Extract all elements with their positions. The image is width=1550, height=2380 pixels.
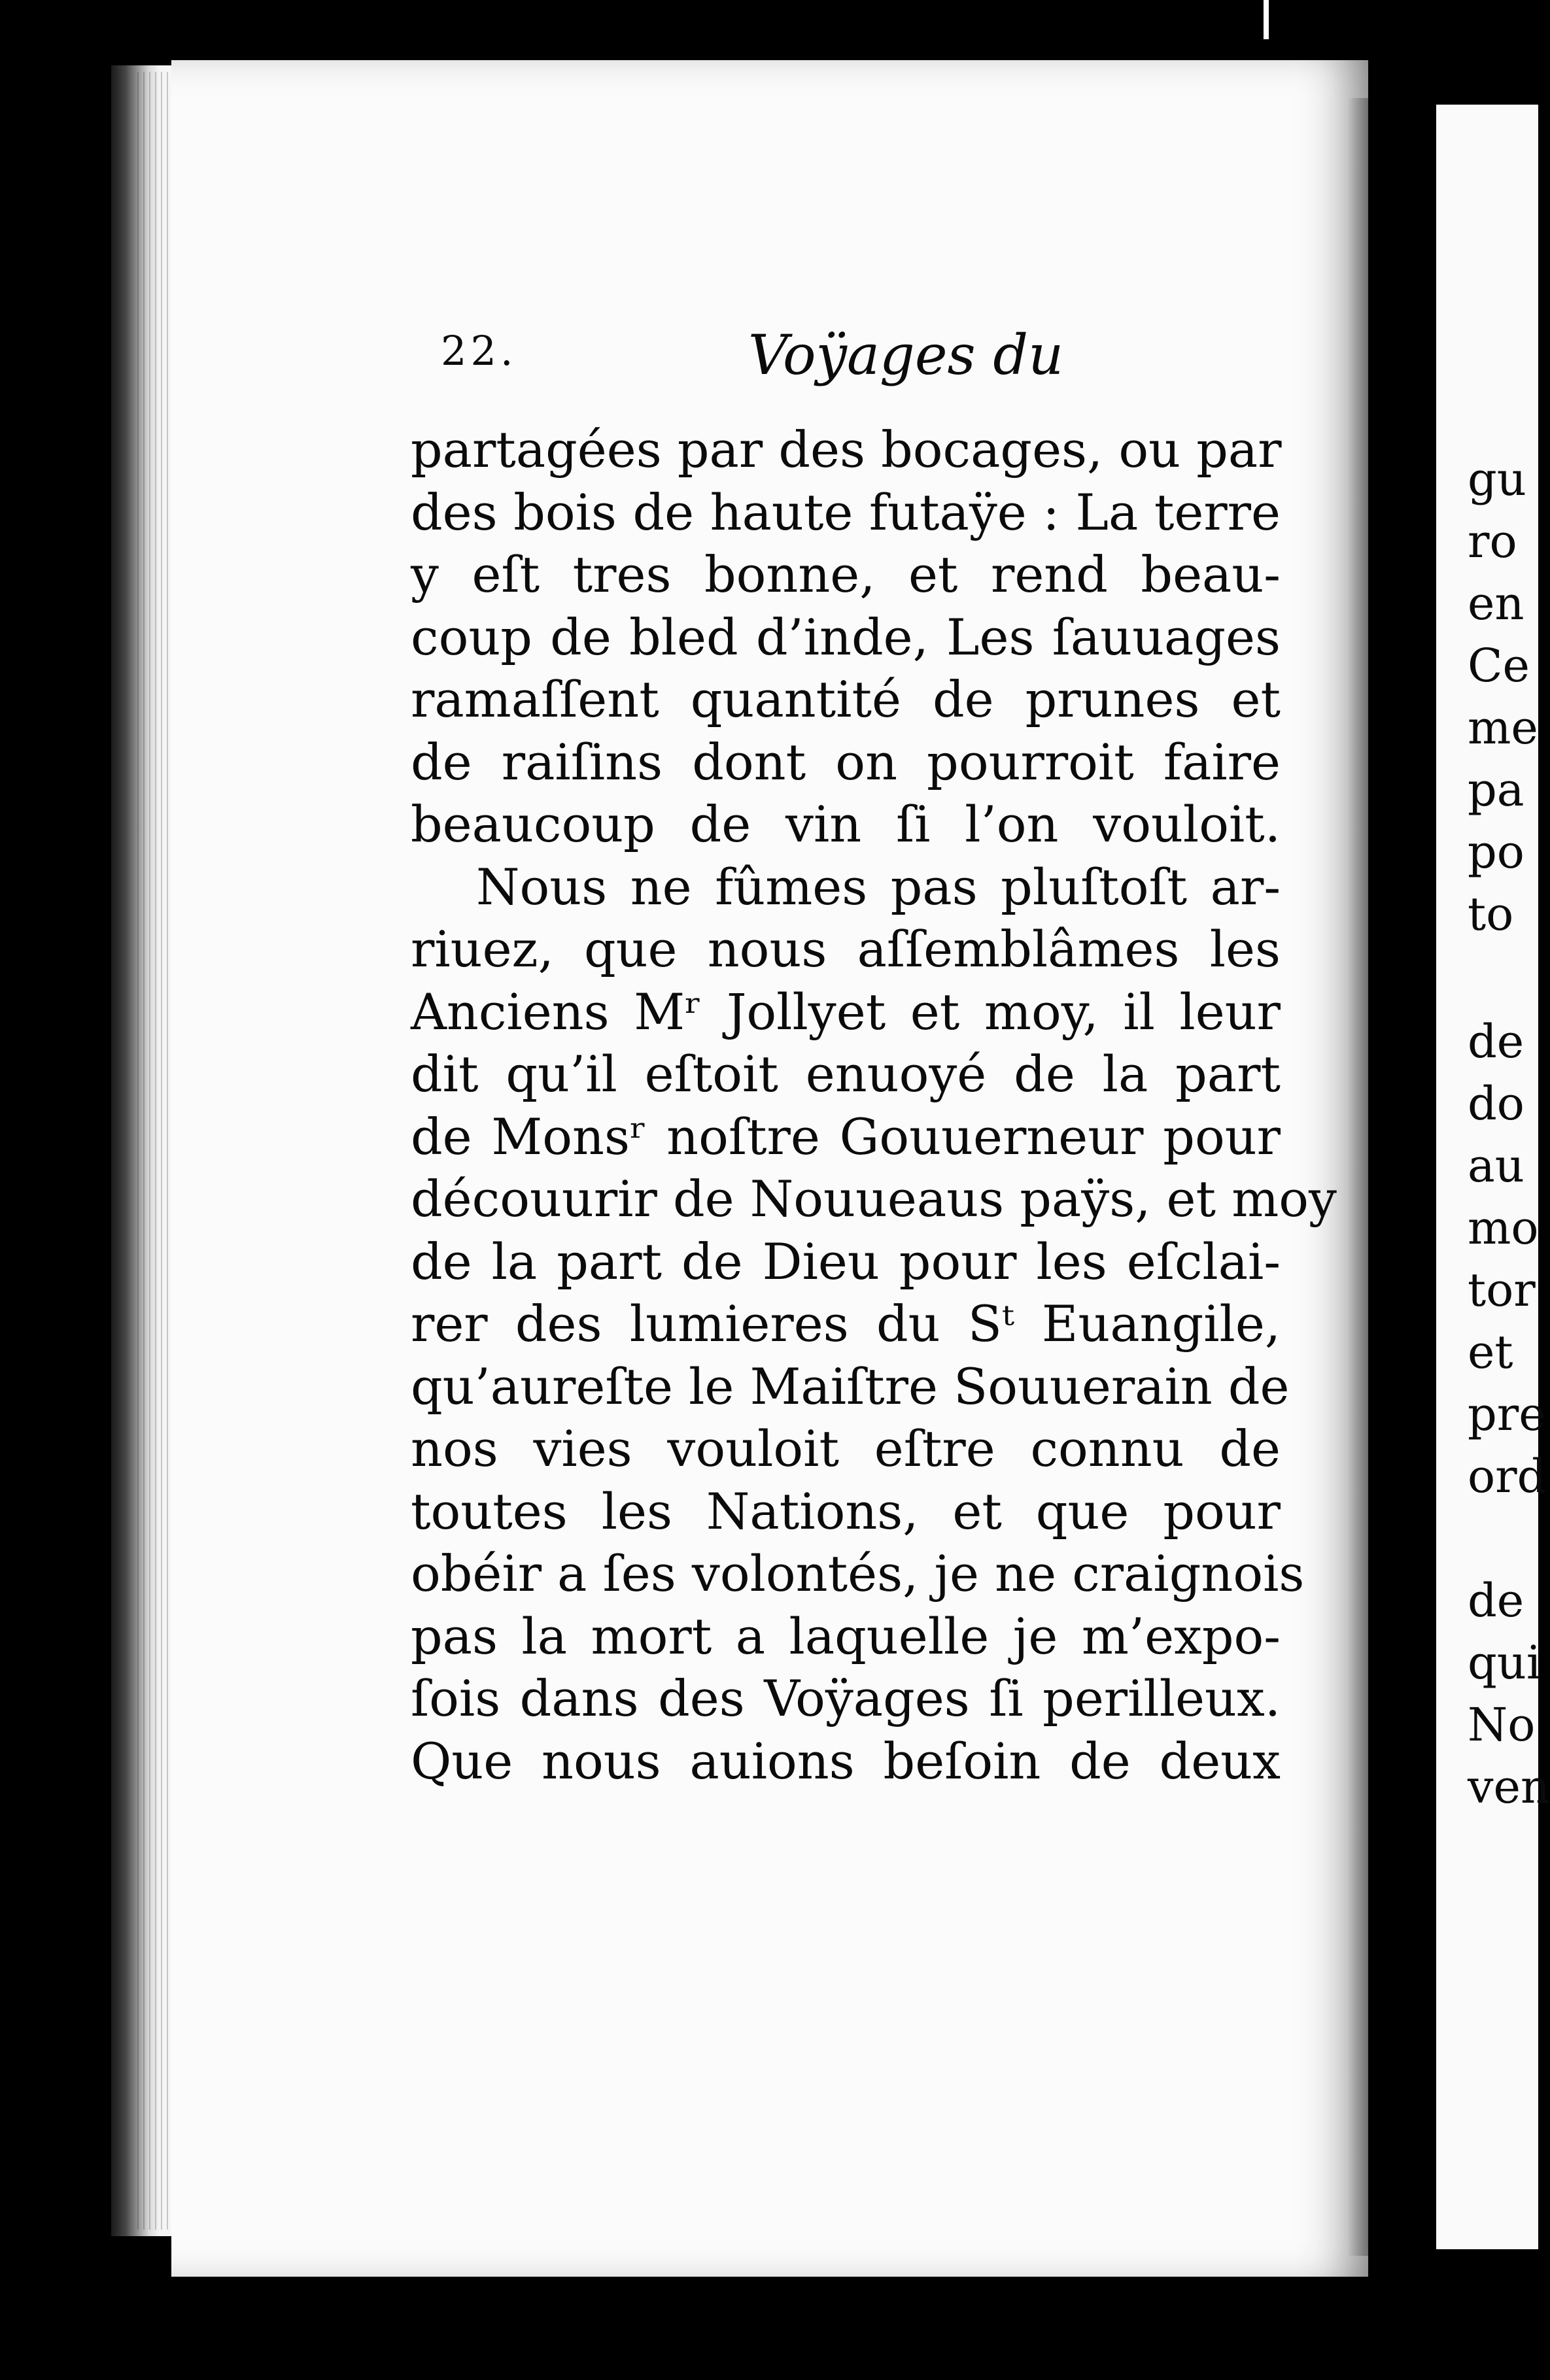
right-text-line: en	[1468, 577, 1524, 630]
right-text-line: No	[1468, 1698, 1536, 1752]
running-title: Voÿages du	[748, 323, 1064, 387]
right-page-text	[1468, 449, 1550, 1818]
right-text-line: po	[1468, 825, 1524, 879]
text-line: y eſt tres bonne, et rend beau-	[411, 545, 1281, 604]
text-line: découurir de Nouueaus paÿs, et moy	[411, 1170, 1337, 1228]
text-line: toutes les Nations, et que pour	[411, 1482, 1281, 1540]
text-line: riuez, que nous aſſemblâmes les	[411, 920, 1281, 978]
text-line: de la part de Dieu pour les eſclai-	[411, 1232, 1281, 1291]
text-line: obéir a ſes volontés, je ne craignois	[411, 1544, 1305, 1603]
right-text-line: de	[1468, 1574, 1524, 1627]
text-line: ramaſſent quantité de prunes et	[411, 670, 1281, 728]
page-number: 22.	[441, 327, 517, 375]
text-line: qu’aureſte le Maiſtre Souuerain de	[411, 1357, 1290, 1416]
right-text-line: ven	[1468, 1760, 1550, 1814]
right-text-line: gu	[1468, 452, 1526, 506]
text-line: nos vies vouloit eſtre connu de	[411, 1420, 1281, 1478]
text-line: Anciens Mʳ Jollyet et moy, il leur	[411, 982, 1281, 1041]
text-line: coup de bled d’inde, Les ſauuages	[411, 607, 1281, 666]
right-text-line: mo	[1468, 1201, 1539, 1255]
text-line: dit qu’il eſtoit enuoyé de la part	[411, 1045, 1281, 1103]
right-text-line: au	[1468, 1139, 1524, 1193]
right-text-line: Ce	[1468, 639, 1530, 692]
body-text	[411, 418, 1337, 1792]
right-text-line: do	[1468, 1077, 1524, 1130]
right-text-line	[1468, 1508, 1538, 1570]
text-line: des bois de haute futaÿe : La terre	[411, 483, 1281, 541]
running-head	[441, 323, 1069, 387]
scan-mark	[1264, 0, 1269, 39]
text-line: de Monsʳ noſtre Gouuerneur pour	[411, 1107, 1281, 1166]
right-text-line: pre	[1468, 1387, 1546, 1441]
text-line: partagées par des bocages, ou par	[411, 420, 1282, 479]
text-line: ſois dans des Voÿages ſi perilleux.	[411, 1669, 1281, 1727]
right-text-line: tor	[1468, 1263, 1536, 1317]
right-text-line: qui	[1468, 1636, 1541, 1690]
text-line: beaucoup de vin ſi l’on vouloit.	[411, 795, 1281, 853]
right-text-line: ro	[1468, 515, 1517, 568]
text-line: Nous ne fûmes pas pluſtoſt ar-	[476, 857, 1281, 916]
right-text-line: me	[1468, 701, 1538, 755]
right-text-line: to	[1468, 887, 1514, 941]
right-text-line: de	[1468, 1015, 1524, 1068]
right-text-line: et	[1468, 1325, 1513, 1379]
text-line: de raiſins dont on pourroit faire	[411, 732, 1281, 791]
text-line: Que nous auions beſoin de deux	[411, 1731, 1281, 1790]
right-text-line: pa	[1468, 763, 1524, 817]
right-paragraph-gap	[1468, 945, 1538, 1011]
right-text-line: ord	[1468, 1450, 1547, 1503]
text-line: rer des lumieres du Sᵗ Euangile,	[411, 1295, 1281, 1353]
text-line: pas la mort a laquelle je m’expo-	[411, 1606, 1281, 1665]
